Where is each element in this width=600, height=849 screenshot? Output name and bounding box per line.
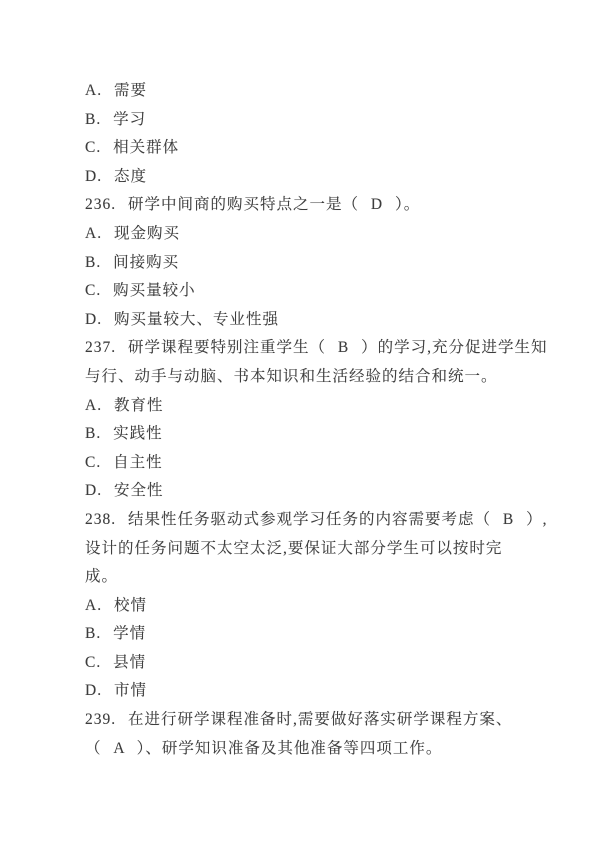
prev-question-option-a: A. 需要 xyxy=(85,82,147,99)
question-237-stem-line-1: 237. 研学课程要特别注重学生（ B ）的学习,充分促进学生知 xyxy=(85,339,548,357)
question-236-option-c: C. 购买量较小 xyxy=(85,282,196,300)
question-238-option-c: C. 县情 xyxy=(85,653,147,671)
question-239-stem-line-1: 239. 在进行研学课程准备时,需要做好落实研学课程方案、 xyxy=(85,711,513,729)
prev-question-option-c: C. 相关群体 xyxy=(85,139,180,157)
question-237-option-d: D. 安全性 xyxy=(85,482,164,500)
prev-question-option-d: D. 态度 xyxy=(85,167,147,185)
question-238-stem-line-2: 设计的任务问题不太空太泛,要保证大部分学生可以按时完 xyxy=(85,539,503,557)
question-238-option-a: A. 校情 xyxy=(85,596,147,614)
question-text-block xyxy=(85,77,548,763)
question-236-stem: 236. 研学中间商的购买特点之一是（ D ）。 xyxy=(85,196,421,214)
question-237-option-c: C. 自主性 xyxy=(85,453,163,471)
question-238-option-b: B. 学情 xyxy=(85,625,147,643)
question-237-option-b: B. 实践性 xyxy=(85,425,163,443)
question-236-option-b: B. 间接购买 xyxy=(85,253,180,271)
question-237-option-a: A. 教育性 xyxy=(85,396,164,414)
question-238-stem-line-1: 238. 结果性任务驱动式参观学习任务的内容需要考虑（ B ）, xyxy=(85,510,548,528)
prev-question-option-b: B. 学习 xyxy=(85,110,147,128)
question-237-stem-line-2: 与行、动手与动脑、书本知识和生活经验的结合和统一。 xyxy=(85,367,498,385)
question-236-option-a: A. 现金购买 xyxy=(85,224,180,242)
question-239-stem-line-2: （ A ）、研学知识准备及其他准备等四项工作。 xyxy=(85,739,443,757)
question-236-option-d: D. 购买量较大、专业性强 xyxy=(85,310,279,328)
question-238-option-d: D. 市情 xyxy=(85,682,147,700)
question-238-stem-line-3: 成。 xyxy=(85,568,119,586)
